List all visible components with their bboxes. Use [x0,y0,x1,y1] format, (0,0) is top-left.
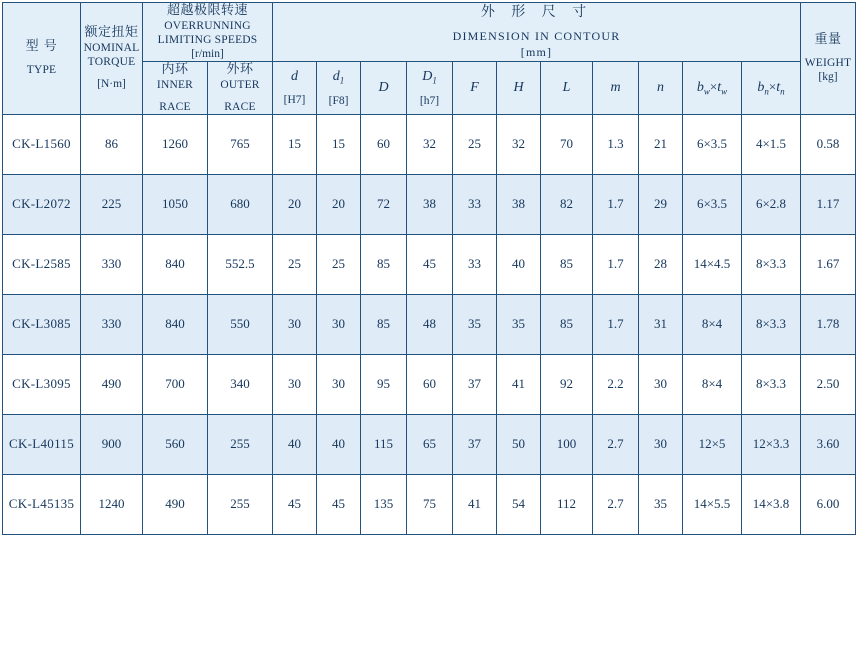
cell-outer-speed: 765 [208,114,273,174]
cell-d1: 25 [317,234,361,294]
header-col-F [453,61,497,114]
header-outer-race [208,61,273,114]
cell-m: 1.7 [593,234,639,294]
table-row [3,354,856,414]
cell-D1: 48 [407,294,453,354]
header-d-fit: [H7] [283,94,306,107]
cell-d: 25 [273,234,317,294]
cell-F: 33 [453,234,497,294]
cell-bw-tw: 14×5.5 [683,474,742,534]
cell-m: 1.7 [593,294,639,354]
header-inner-en2: RACE [159,100,191,113]
cell-weight: 2.50 [801,354,856,414]
header-inner-cn: 内环 [161,61,189,77]
spec-sheet [0,2,852,649]
header-tn-symbol: t [776,79,781,95]
header-dimension-en: DIMENSION IN CONTOUR [452,29,621,44]
cell-n: 29 [639,174,683,234]
header-col-bw-tw [683,61,742,114]
cell-d: 30 [273,294,317,354]
header-d1-symbol: d [332,68,340,84]
cell-inner-speed: 700 [143,354,208,414]
table-row [3,234,856,294]
cell-H: 54 [497,474,541,534]
header-outer-cn: 外环 [226,61,254,77]
header-col-L [541,61,593,114]
cell-d: 30 [273,354,317,414]
cell-D: 60 [361,114,407,174]
cell-weight: 0.58 [801,114,856,174]
header-d1-subscript: 1 [339,75,345,86]
cell-D: 72 [361,174,407,234]
header-torque-cn: 额定扭矩 [84,25,139,41]
cell-D: 95 [361,354,407,414]
cell-L: 92 [541,354,593,414]
header-col-H [497,61,541,114]
cell-d: 20 [273,174,317,234]
cell-bw-tw: 14×4.5 [683,234,742,294]
header-tw-symbol: t [717,79,722,95]
cell-d1: 20 [317,174,361,234]
cell-weight: 1.17 [801,174,856,234]
header-d1-fit: [F8] [328,95,349,108]
cell-F: 37 [453,354,497,414]
cell-L: 85 [541,234,593,294]
header-D1-subscript: 1 [432,75,437,86]
cell-inner-speed: 1050 [143,174,208,234]
cell-m: 2.7 [593,414,639,474]
header-torque-en1: NOMINAL [83,42,140,55]
cell-F: 37 [453,414,497,474]
header-bw-symbol: b [696,79,704,95]
header-outer-en2: RACE [224,100,256,113]
cell-L: 70 [541,114,593,174]
cell-inner-speed: 840 [143,294,208,354]
cell-d1: 30 [317,294,361,354]
cell-outer-speed: 255 [208,414,273,474]
header-m-symbol: m [610,80,621,96]
cell-F: 25 [453,114,497,174]
cell-m: 1.7 [593,174,639,234]
specification-table [2,2,856,535]
cell-torque: 225 [81,174,143,234]
cell-d1: 15 [317,114,361,174]
header-speeds-en1: OVERRUNNING [164,19,251,32]
header-col-d [273,61,317,114]
header-D-symbol: D [378,80,389,96]
table-head [3,3,856,115]
cell-type: CK-L3085 [3,294,81,354]
header-tn-subscript: n [780,86,785,97]
header-outer-en1: OUTER [220,78,260,91]
cell-type: CK-L2072 [3,174,81,234]
cell-L: 112 [541,474,593,534]
cell-weight: 6.00 [801,474,856,534]
header-F-symbol: F [470,80,479,96]
header-nominal-torque [81,3,143,115]
cell-weight: 3.60 [801,414,856,474]
header-L-symbol: L [562,80,571,96]
cell-F: 35 [453,294,497,354]
header-H-symbol: H [513,80,524,96]
cell-torque: 1240 [81,474,143,534]
cell-D1: 38 [407,174,453,234]
cell-outer-speed: 550 [208,294,273,354]
cell-D1: 75 [407,474,453,534]
header-dimension-unit: [mm] [520,44,553,59]
header-torque-unit: [N·m] [97,78,126,91]
table-row [3,174,856,234]
table-body [3,114,856,534]
header-col-m [593,61,639,114]
cell-bn-tn: 12×3.3 [742,414,801,474]
cell-torque: 330 [81,294,143,354]
cell-L: 85 [541,294,593,354]
header-bn-times: × [768,78,777,94]
header-D1-fit: [h7] [419,95,440,108]
header-weight [801,3,856,115]
cell-inner-speed: 490 [143,474,208,534]
cell-weight: 1.78 [801,294,856,354]
cell-H: 32 [497,114,541,174]
cell-H: 41 [497,354,541,414]
table-row [3,474,856,534]
header-col-D [361,61,407,114]
cell-bn-tn: 14×3.8 [742,474,801,534]
cell-inner-speed: 1260 [143,114,208,174]
header-D1-symbol: D [422,68,433,84]
cell-bw-tw: 12×5 [683,414,742,474]
cell-d1: 45 [317,474,361,534]
cell-d1: 40 [317,414,361,474]
cell-torque: 330 [81,234,143,294]
header-col-d1 [317,61,361,114]
cell-type: CK-L3095 [3,354,81,414]
cell-H: 50 [497,414,541,474]
header-speeds-unit: [r/min] [191,47,224,60]
cell-m: 2.2 [593,354,639,414]
table-row [3,114,856,174]
header-bw-times: × [709,78,718,94]
cell-n: 30 [639,414,683,474]
header-weight-en: WEIGHT [804,57,852,70]
cell-L: 100 [541,414,593,474]
cell-weight: 1.67 [801,234,856,294]
cell-D: 115 [361,414,407,474]
cell-torque: 900 [81,414,143,474]
cell-n: 30 [639,354,683,414]
cell-outer-speed: 552.5 [208,234,273,294]
cell-bw-tw: 6×3.5 [683,114,742,174]
cell-outer-speed: 255 [208,474,273,534]
cell-n: 35 [639,474,683,534]
cell-D: 85 [361,234,407,294]
cell-m: 1.3 [593,114,639,174]
header-weight-unit: [kg] [818,71,838,84]
header-type [3,3,81,115]
table-row [3,294,856,354]
cell-bn-tn: 8×3.3 [742,234,801,294]
cell-d: 40 [273,414,317,474]
header-n-symbol: n [657,80,665,96]
header-d-symbol: d [291,69,299,85]
cell-n: 31 [639,294,683,354]
header-dimension-contour [273,3,801,62]
cell-H: 38 [497,174,541,234]
cell-type: CK-L40115 [3,414,81,474]
cell-D: 135 [361,474,407,534]
cell-inner-speed: 560 [143,414,208,474]
cell-D1: 60 [407,354,453,414]
header-type-cn: 型 号 [25,39,58,55]
header-type-en: TYPE [26,64,57,77]
cell-bw-tw: 6×3.5 [683,174,742,234]
header-speeds-cn: 超越极限转速 [167,3,249,18]
cell-n: 21 [639,114,683,174]
cell-type: CK-L1560 [3,114,81,174]
cell-H: 40 [497,234,541,294]
cell-D1: 65 [407,414,453,474]
header-inner-en1: INNER [156,78,194,91]
cell-D: 85 [361,294,407,354]
header-bn-symbol: b [757,79,765,95]
header-dimension-cn: 外 形 尺 寸 [480,4,593,21]
cell-F: 41 [453,474,497,534]
cell-L: 82 [541,174,593,234]
cell-outer-speed: 680 [208,174,273,234]
cell-bn-tn: 8×3.3 [742,294,801,354]
header-torque-en2: TORQUE [87,56,136,69]
cell-bn-tn: 8×3.3 [742,354,801,414]
cell-bn-tn: 6×2.8 [742,174,801,234]
cell-d: 45 [273,474,317,534]
cell-d: 15 [273,114,317,174]
cell-F: 33 [453,174,497,234]
table-row [3,414,856,474]
header-col-bn-tn [742,61,801,114]
cell-n: 28 [639,234,683,294]
cell-type: CK-L45135 [3,474,81,534]
cell-bw-tw: 8×4 [683,354,742,414]
header-speeds-en2: LIMITING SPEEDS [157,33,258,46]
cell-d1: 30 [317,354,361,414]
header-bw-subscript: w [703,86,710,97]
cell-m: 2.7 [593,474,639,534]
header-tw-subscript: w [721,86,728,97]
cell-bn-tn: 4×1.5 [742,114,801,174]
cell-torque: 86 [81,114,143,174]
cell-bw-tw: 8×4 [683,294,742,354]
header-overrunning-speeds [143,3,273,62]
cell-type: CK-L2585 [3,234,81,294]
header-col-D1 [407,61,453,114]
cell-D1: 45 [407,234,453,294]
cell-inner-speed: 840 [143,234,208,294]
header-row-1 [3,3,856,62]
header-bn-subscript: n [764,86,769,97]
header-weight-cn: 重量 [814,32,842,48]
cell-H: 35 [497,294,541,354]
header-col-n [639,61,683,114]
cell-D1: 32 [407,114,453,174]
cell-torque: 490 [81,354,143,414]
header-inner-race [143,61,208,114]
cell-outer-speed: 340 [208,354,273,414]
